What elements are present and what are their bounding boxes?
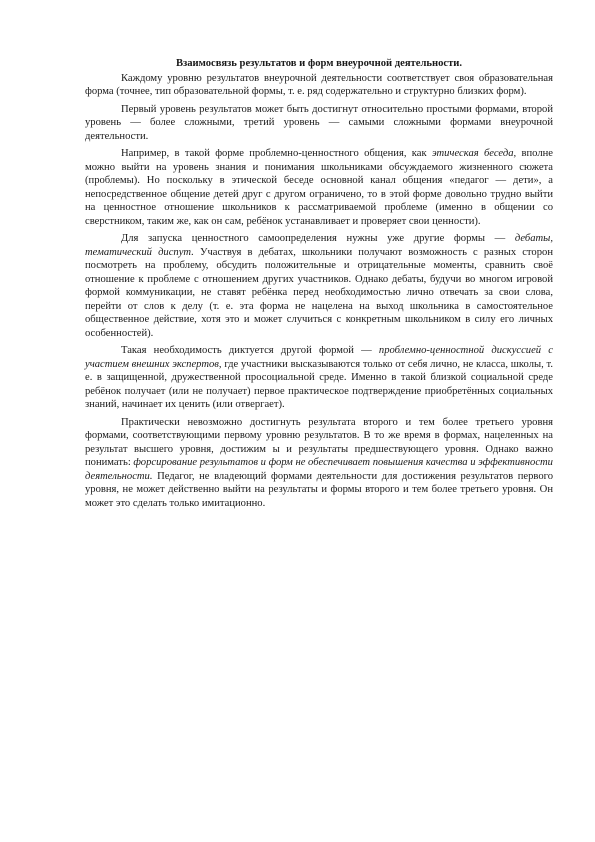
paragraph-text: Участвуя в дебатах, школьники получают возможность с разных сторон посмотреть на проблему, обсудить положительные и отрицательные моменты, сравнить своё отношение к проблеме с отношением других участников. Однако дебаты, будучи во многом игровой формой коммуникации, не ставят ребёнка перед необходимостью лично отвечать за свои слова, перейти от слов к делу (т. е. эта форма не нацелена на выход школьника в самостоятельное общественное действие, хотя это и может случиться с конкретным школьником в силу его личных особенностей).: [85, 246, 553, 339]
paragraph-text: Первый уровень результатов может быть достигнут относительно простыми формами, второй уровень — более сложными, третий уровень — самыми сложными формами внеурочной деятельности.: [85, 103, 553, 142]
paragraph-text: Педагог, не владеющий формами деятельности для достижения результатов первого уровня, не может действенно выйти на результаты и формы второго и тем более третьего уровня. Он может это сделать только имитационно.: [85, 470, 553, 509]
italic-text: проблемно-ценностной дискуссией с участием внешних экспертов,: [85, 345, 553, 370]
paragraphs-container: [85, 72, 553, 511]
paragraph: [85, 103, 553, 144]
paragraph-text: Практически невозможно достигнуть результата второго и тем более третьего уровня формами, соответствующими первому уровню результатов. В то же время в формах, нацеленных на результат высшего уровня, достижим ы и результаты предшествующего уровня. Однако важно понимать:: [85, 416, 553, 468]
italic-text: этическая беседа,: [431, 148, 517, 159]
paragraph: [85, 147, 553, 228]
document-body: [85, 57, 553, 514]
paragraph-text: где участники высказываются только от себя лично, не класса, школы, т. е. в защищенной, дружественной просоциальной среде. Именно в такой близкой социальной среде ребёнок получает (или не получает) первое практическое подтверждение приобретённых социальных знаний, начинает их ценить (или отвергает).: [85, 358, 554, 410]
paragraph-text: вполне можно выйти на уровень знания и понимания школьниками обсуждаемого жизненного сюжета (проблемы). Но поскольку в этической беседе основной канал общения «педагог — дети», а непосредственное общение детей друг с другом ограничено, то в этой форме довольно трудно выйти на ценностное отношение школьников к рассматриваемой проблеме (именно в общении со сверстником, таким же, как он сам, ребёнок устанавливает и проверяет свои ценности).: [85, 148, 553, 227]
paragraph: [85, 344, 553, 412]
paragraph-text: Например, в такой форме проблемно-ценностного общения, как: [121, 148, 432, 159]
paragraph: [85, 72, 553, 99]
paragraph: [85, 416, 553, 511]
italic-text: форсирование результатов и форм не обеспечивает повышения качества и эффективности деятельности.: [85, 457, 553, 482]
document-title: Взаимосвязь результатов и форм внеурочной деятельности.: [175, 58, 463, 69]
italic-text: дебаты, тематический диспут.: [85, 233, 553, 258]
paragraph-text: Каждому уровню результатов внеурочной деятельности соответствует своя образовательная форма (точнее, тип образовательной формы, т. е. ряд содержательно и структурно близких форм).: [85, 72, 553, 97]
paragraph-text: Такая необходимость диктуется другой формой —: [121, 345, 379, 356]
paragraph: [85, 232, 553, 340]
paragraph-text: Для запуска ценностного самоопределения нужны уже другие формы —: [121, 233, 515, 244]
